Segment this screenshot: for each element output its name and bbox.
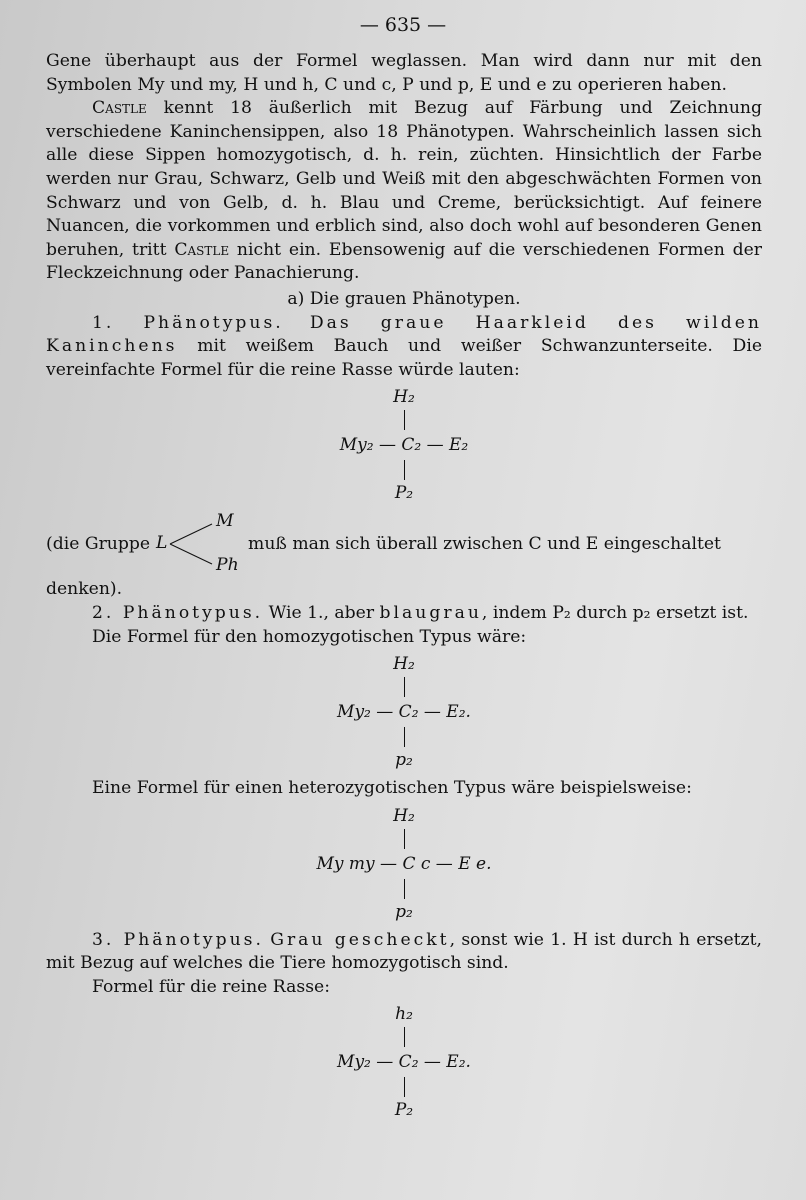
group-l: L	[156, 533, 168, 554]
formula-3	[46, 805, 762, 925]
paragraph	[46, 929, 762, 976]
formula-connector	[404, 460, 405, 480]
body-text	[46, 50, 762, 1127]
formula-top: H₂	[393, 805, 415, 826]
paragraph-text: , indem P₂ durch p₂ ersetzt ist.	[481, 602, 749, 623]
emphasis-text: Grau gescheckt	[270, 929, 450, 950]
author-name: Castle	[174, 239, 230, 260]
paragraph: Formel für die reine Rasse:	[92, 976, 330, 997]
paragraph-text: nicht ein. Ebensowenig auf die verschiedenen Formen der Fleckzeichnung oder Panachierung.	[46, 239, 762, 284]
paragraph	[46, 602, 762, 626]
formula-connector	[404, 879, 405, 899]
section-heading: a) Die grauen Phänotypen.	[287, 288, 521, 309]
phenotype-label: 2. Phänotypus.	[92, 602, 264, 623]
emphasis-text: blaugrau	[379, 602, 482, 623]
group-ph: Ph	[216, 555, 239, 576]
paragraph-text: , sonst wie 1. H ist durch h ersetzt, mit Bezug auf welches die Tiere homozygotisch sind.	[46, 929, 762, 974]
formula-connector	[404, 727, 405, 747]
author-name: Castle	[92, 98, 147, 119]
paragraph-text: mit weißem Bauch und weißer Schwanzunterseite. Die vereinfachte Formel für die reine Rasse würde lauten:	[46, 336, 762, 380]
formula-top: H₂	[393, 654, 415, 675]
formula-1	[46, 386, 762, 506]
formula-middle: My my — C c — E e.	[316, 853, 492, 874]
phenotype-label: 3. Phänotypus.	[92, 929, 264, 950]
paragraph: Gene überhaupt aus der Formel weglassen. Man wird dann nur mit den Symbolen My und my, H und h, C und c, P und p, E und e zu operieren haben.	[46, 51, 762, 95]
formula-connector	[404, 677, 405, 697]
paragraph	[46, 97, 762, 286]
paragraph: Die Formel für den homozygotischen Typus wäre:	[92, 626, 527, 647]
formula-middle: My₂ — C₂ — E₂.	[337, 1052, 471, 1073]
formula-bottom: P₂	[394, 1100, 414, 1121]
group-diagram	[150, 511, 240, 576]
emphasis-text: Das graue Haarkleid des wilden Kaninchens	[46, 312, 762, 357]
formula-middle: My₂ — C₂ — E₂	[339, 435, 469, 456]
formula-top: H₂	[393, 387, 415, 408]
paragraph-text: (die Gruppe	[46, 533, 151, 554]
formula-middle: My₂ — C₂ — E₂.	[337, 702, 471, 723]
page-number: — 635 —	[359, 14, 447, 36]
paragraph: denken).	[46, 579, 123, 600]
paragraph-text: muß man sich überall zwischen C und E eingeschaltet	[248, 533, 721, 554]
formula-2	[46, 653, 762, 773]
formula-connector	[404, 1077, 405, 1097]
paragraph-text: Wie 1., aber	[263, 602, 380, 623]
formula-connector	[404, 410, 405, 430]
formula-connector	[404, 1027, 405, 1047]
group-sentence	[46, 511, 762, 576]
paragraph: Eine Formel für einen heterozygotischen Typus wäre beispielsweise:	[92, 778, 692, 799]
phenotype-label: 1. Phänotypus.	[92, 312, 284, 333]
formula-connector	[404, 829, 405, 849]
formula-bottom: p₂	[395, 901, 413, 922]
formula-4	[46, 1003, 762, 1123]
formula-bottom: P₂	[394, 483, 414, 504]
paragraph	[46, 312, 762, 383]
formula-bottom: p₂	[395, 750, 413, 771]
paragraph-text: kennt 18 äußerlich mit Bezug auf Färbung und Zeichnung verschiedene Kaninchensippen, also 18 Phänotypen. Wahrscheinlich lassen sich alle diese Sippen homozygotisch, d. h. rein, züchten. Hinsichtlich der Farbe werden nur Grau, Schwarz, Gelb und Weiß mit den abgeschwächten Formen von Schwarz und von Gelb, d. h. Blau und Creme, berücksichtigt. Auf feinere Nuancen, die vorkommen und erblich sind, also doch wohl auf besonderen Genen beruhen, tritt	[46, 98, 762, 260]
group-m: M	[216, 511, 234, 532]
formula-top: h₂	[395, 1004, 413, 1025]
